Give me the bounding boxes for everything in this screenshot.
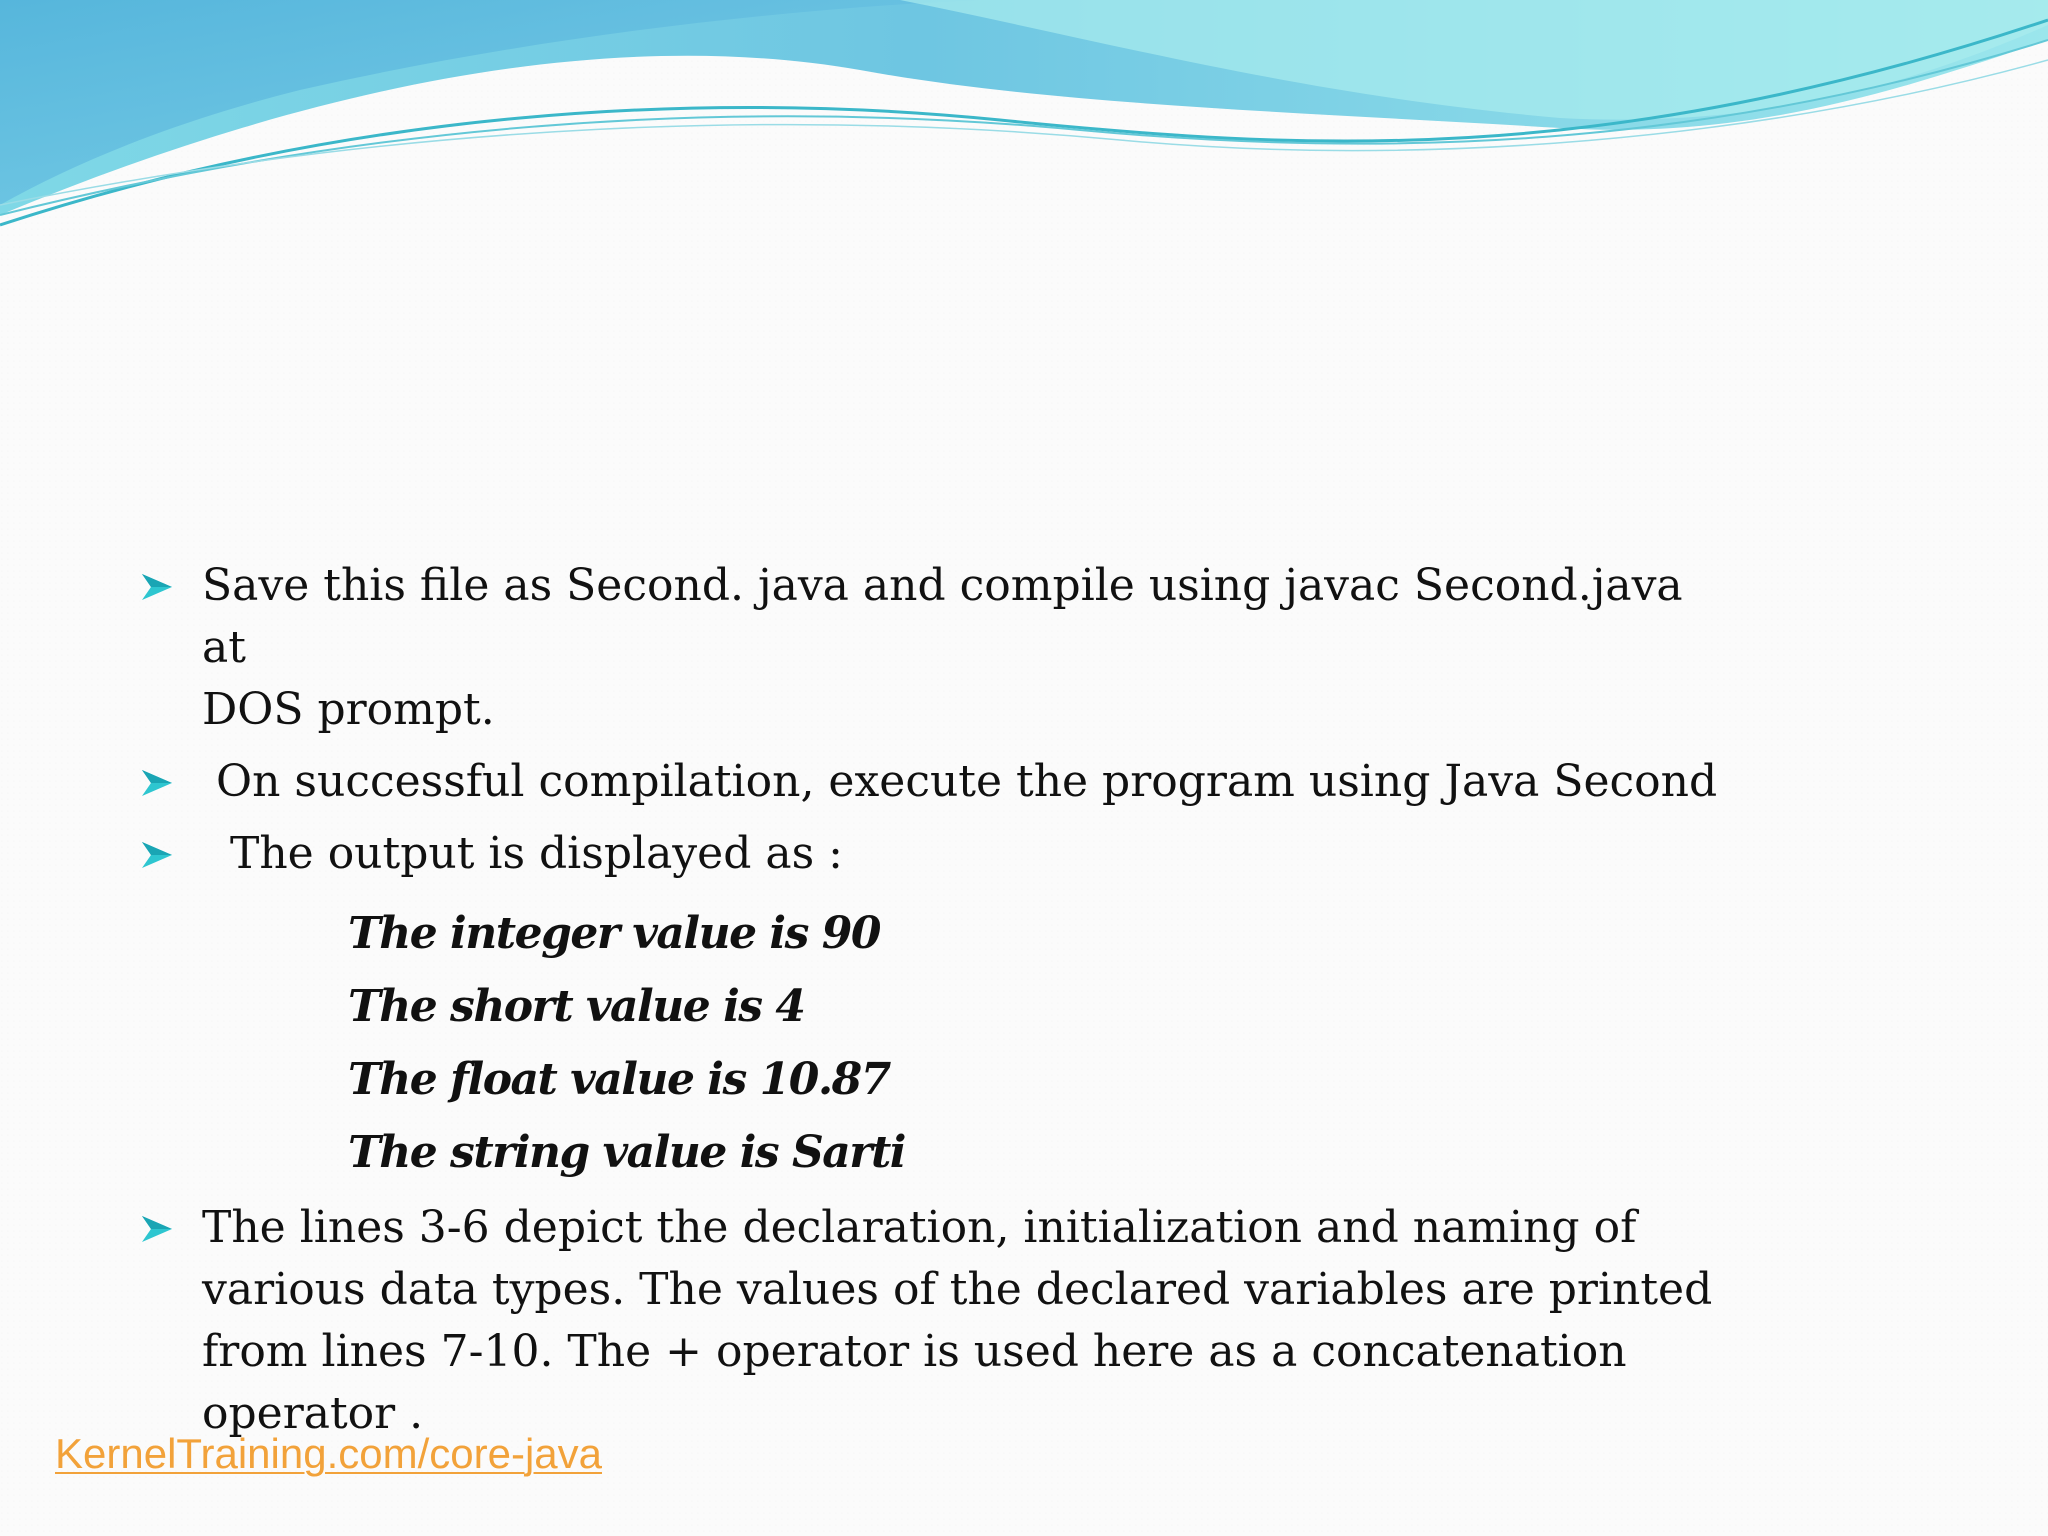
header-wave-decoration <box>0 0 2048 260</box>
footer-link[interactable]: KernelTraining.com/core-java <box>55 1430 603 1477</box>
output-line-float: The float value is 10.87 <box>348 1054 890 1105</box>
output-line-short: The short value is 4 <box>348 981 805 1032</box>
bullet-item-execute <box>140 751 1720 813</box>
bullet-text: The output is displayed as : <box>202 828 843 879</box>
bullet-text: Save this file as Second. java and compile using javac Second.java at DOS prompt. <box>202 560 1683 735</box>
output-line-string: The string value is Sarti <box>348 1127 906 1178</box>
content-area <box>140 555 1720 1445</box>
arrow-bullet-icon <box>140 768 174 798</box>
arrow-bullet-icon <box>140 572 174 602</box>
bullet-item-save-compile <box>140 555 1720 741</box>
arrow-bullet-icon <box>140 840 174 870</box>
output-line-integer: The integer value is 90 <box>348 908 880 959</box>
bullet-item-output <box>140 823 1720 885</box>
bullet-text: The lines 3-6 depict the declaration, initialization and naming of various data types. The values of the declared variables are printed from lines 7-10. The + operator is used here as a concatenation operator . <box>202 1202 1713 1439</box>
bullet-item-explanation <box>140 1197 1720 1445</box>
bullet-text: On successful compilation, execute the program using Java Second <box>202 756 1718 807</box>
program-output-block <box>140 897 1720 1189</box>
arrow-bullet-icon <box>140 1214 174 1244</box>
